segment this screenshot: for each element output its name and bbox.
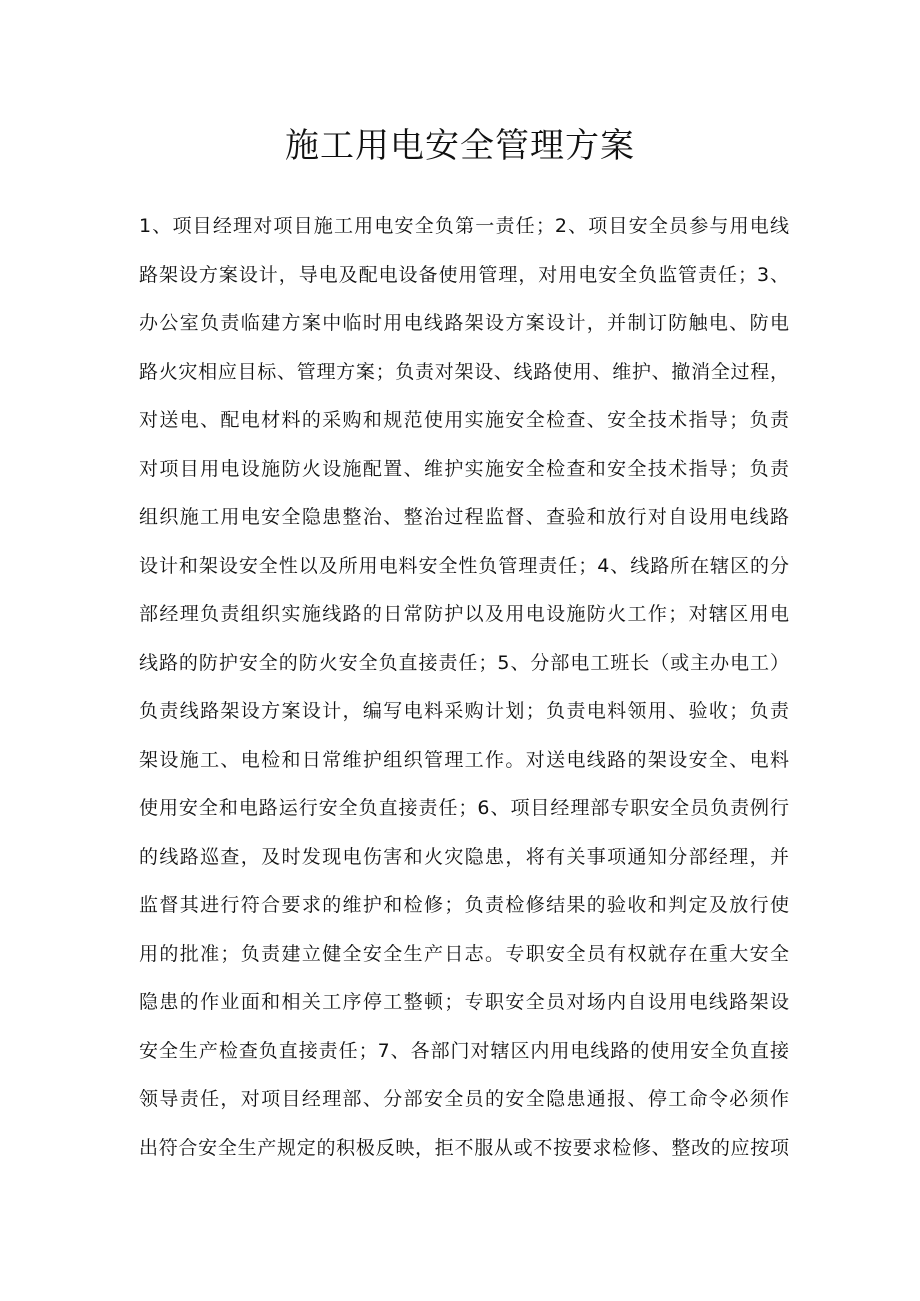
body-line: 用的批准；负责建立健全安全生产日志。专职安全员有权就存在重大安全 xyxy=(139,942,789,965)
body-line: 使用安全和电路运行安全负直接责任；6、项目经理部专职安全员负责例行 xyxy=(139,797,789,819)
body-line: 安全生产检查负直接责任；7、各部门对辖区内用电线路的使用安全负直接 xyxy=(139,1039,789,1062)
body-line: 路架设方案设计，导电及配电设备使用管理，对用电安全负监管责任；3、 xyxy=(139,263,789,286)
body-line: 路火灾相应目标、管理方案；负责对架设、线路使用、维护、撤消全过程， xyxy=(139,360,789,383)
body-line: 隐患的作业面和相关工序停工整顿；专职安全员对场内自设用电线路架设 xyxy=(139,991,789,1013)
body-line: 出符合安全生产规定的积极反映，拒不服从或不按要求检修、整改的应按项 xyxy=(139,1136,789,1159)
body-line: 线路的防护安全的防火安全负直接责任；5、分部电工班长（或主办电工） xyxy=(139,651,789,674)
body-line: 负责线路架设方案设计，编写电料采购计划；负责电料领用、验收；负责 xyxy=(139,700,789,722)
body-line: 办公室负责临建方案中临时用电线路架设方案设计，并制订防触电、防电 xyxy=(139,312,789,334)
body-line: 的线路巡查，及时发现电伤害和火灾隐患，将有关事项通知分部经理，并 xyxy=(139,845,789,868)
body-line: 领导责任，对项目经理部、分部安全员的安全隐患通报、停工命令必须作 xyxy=(139,1088,789,1110)
body-line: 对项目用电设施防火设施配置、维护实施安全检查和安全技术指导；负责 xyxy=(139,457,789,480)
body-line: 监督其进行符合要求的维护和检修；负责检修结果的验收和判定及放行使 xyxy=(139,894,789,916)
body-line: 架设施工、电检和日常维护组织管理工作。对送电线路的架设安全、电料 xyxy=(139,748,789,771)
body-line: 设计和架设安全性以及所用电料安全性负管理责任；4、线路所在辖区的分 xyxy=(139,554,789,577)
document-title: 施工用电安全管理方案 xyxy=(285,126,635,166)
document-body xyxy=(139,202,789,1172)
body-line: 对送电、配电材料的采购和规范使用实施安全检查、安全技术指导；负责 xyxy=(139,409,789,431)
body-line: 1、项目经理对项目施工用电安全负第一责任；2、项目安全员参与用电线 xyxy=(139,215,789,237)
body-line: 组织施工用电安全隐患整治、整治过程监督、查验和放行对自设用电线路 xyxy=(139,506,789,528)
body-line: 部经理负责组织实施线路的日常防护以及用电设施防火工作；对辖区用电 xyxy=(139,603,789,625)
